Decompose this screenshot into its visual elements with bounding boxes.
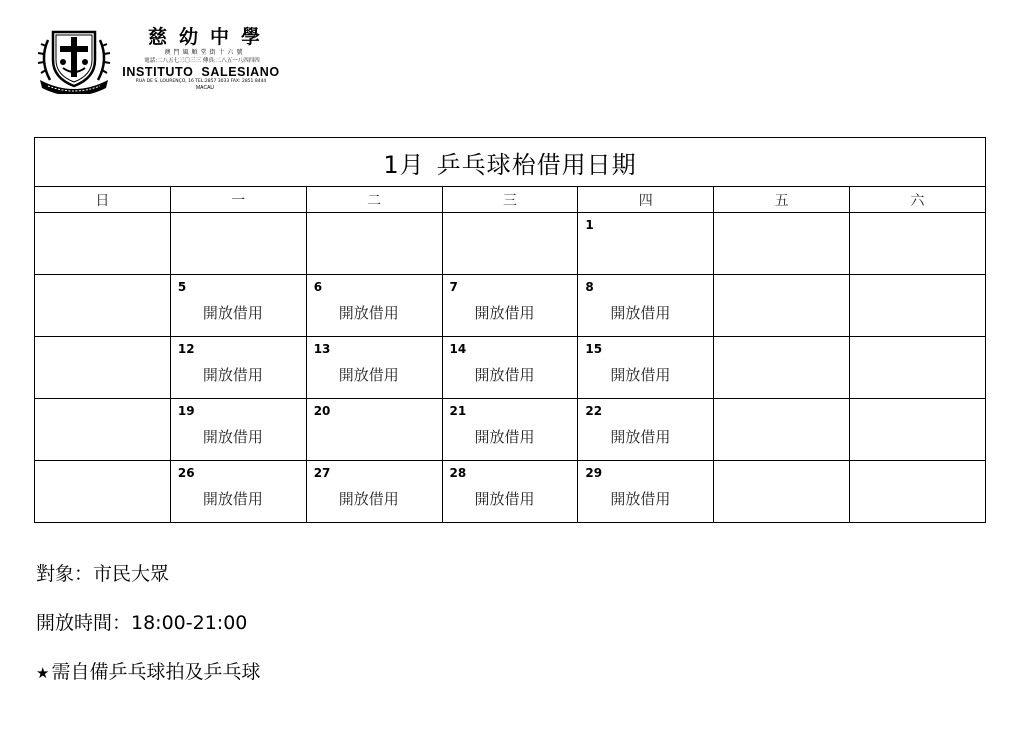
calendar-day-cell: [306, 213, 442, 275]
school-name-en: [114, 65, 296, 79]
school-crest-icon: [36, 26, 112, 94]
calendar-day-cell: [442, 337, 578, 399]
availability-note: 開放借用: [474, 428, 535, 446]
calendar-day-cell: [578, 399, 714, 461]
availability-note: 開放借用: [610, 304, 671, 322]
availability-note: 開放借用: [202, 490, 263, 508]
calendar-day-cell: [442, 213, 578, 275]
day-number: 26: [177, 466, 195, 480]
calendar-week-row: [35, 213, 986, 275]
availability-note: 開放借用: [338, 490, 399, 508]
day-number: 27: [313, 466, 331, 480]
school-name-en-part: SALESIANO: [201, 65, 280, 79]
availability-note: 開放借用: [610, 428, 671, 446]
calendar-day-cell: [35, 337, 171, 399]
calendar-day-cell: [442, 461, 578, 523]
calendar-day-cell: [306, 337, 442, 399]
calendar-day-cell: [850, 337, 986, 399]
calendar-week-row: [35, 275, 986, 337]
weekday-header: 二: [306, 187, 442, 213]
school-name-cn: 慈幼中學: [147, 26, 272, 48]
day-number: 14: [449, 342, 467, 356]
calendar-day-cell: [306, 275, 442, 337]
calendar-day-cell: [306, 461, 442, 523]
calendar-day-cell: [170, 461, 306, 523]
calendar-day-cell: [442, 275, 578, 337]
calendar-day-cell: [714, 461, 850, 523]
availability-note: 開放借用: [474, 366, 535, 384]
requirement-text: 需自備乒乓球拍及乒乓球: [51, 661, 261, 683]
availability-note: 開放借用: [474, 490, 535, 508]
day-number: 7: [449, 280, 458, 294]
calendar-day-cell: [714, 213, 850, 275]
availability-note: 開放借用: [338, 304, 399, 322]
weekday-header: 三: [442, 187, 578, 213]
calendar-day-cell: [35, 213, 171, 275]
requirement-note: [36, 659, 260, 685]
calendar-day-cell: [714, 399, 850, 461]
calendar-day-cell: [850, 399, 986, 461]
availability-note: 開放借用: [610, 490, 671, 508]
availability-note: 開放借用: [202, 304, 263, 322]
school-name-en-part: INSTITUTO: [122, 65, 194, 79]
availability-note: 開放借用: [202, 366, 263, 384]
calendar-day-cell: [578, 275, 714, 337]
calendar-day-cell: [35, 399, 171, 461]
calendar-week-row: [35, 337, 986, 399]
weekday-header: 一: [170, 187, 306, 213]
calendar-day-cell: [578, 213, 714, 275]
calendar-weeks: [35, 213, 986, 523]
calendar-week-row: [35, 399, 986, 461]
school-address-en: RUA DE S. LOURENÇO, 16 TEL:2857 3033 FAX: 2851 8444: [135, 79, 267, 84]
day-number: 13: [313, 342, 331, 356]
calendar-day-cell: [35, 461, 171, 523]
audience-note: 對象：市民大眾: [36, 563, 170, 585]
availability-note: 開放借用: [610, 366, 671, 384]
weekday-header-row: [35, 187, 986, 213]
day-number: 19: [177, 404, 195, 418]
day-number: 15: [585, 342, 603, 356]
calendar-title: [35, 138, 986, 187]
weekday-header: 六: [850, 187, 986, 213]
calendar-day-cell: [850, 461, 986, 523]
availability-note: 開放借用: [338, 366, 399, 384]
day-number: 12: [177, 342, 195, 356]
day-number: 1: [585, 218, 594, 232]
booking-notes: [36, 561, 260, 708]
booking-calendar: [34, 137, 986, 523]
day-number: 21: [449, 404, 467, 418]
day-number: 8: [585, 280, 594, 294]
calendar-day-cell: [578, 461, 714, 523]
day-number: 22: [585, 404, 603, 418]
calendar-day-cell: [170, 213, 306, 275]
calendar-day-cell: [170, 399, 306, 461]
calendar-day-cell: [578, 337, 714, 399]
availability-note: 開放借用: [474, 304, 535, 322]
weekday-header: 五: [714, 187, 850, 213]
availability-note: 開放借用: [202, 428, 263, 446]
day-number: 29: [585, 466, 603, 480]
calendar-day-cell: [850, 213, 986, 275]
day-number: 28: [449, 466, 467, 480]
calendar-day-cell: [442, 399, 578, 461]
calendar-week-row: [35, 461, 986, 523]
weekday-header: 四: [578, 187, 714, 213]
school-city-en: MACAU: [195, 85, 215, 91]
school-address-cn: 澳門風順堂街十六號: [164, 49, 246, 56]
school-info: [114, 26, 296, 92]
calendar-day-cell: [714, 337, 850, 399]
calendar-day-cell: [170, 337, 306, 399]
school-header: [36, 26, 296, 118]
star-icon: ★: [36, 664, 50, 682]
calendar-day-cell: [306, 399, 442, 461]
calendar-day-cell: [714, 275, 850, 337]
day-number: 6: [313, 280, 323, 294]
calendar-day-cell: [850, 275, 986, 337]
calendar-day-cell: [35, 275, 171, 337]
day-number: 5: [177, 280, 187, 294]
weekday-header: 日: [35, 187, 171, 213]
hours-note: 開放時間：18:00-21:00: [36, 612, 248, 634]
school-contact-cn: 電話:二八五七三〇三三 傳真:二八五一八四四四: [144, 58, 260, 64]
calendar-day-cell: [170, 275, 306, 337]
day-number: 20: [313, 404, 331, 418]
calendar-title-text: 乒乓球枱借用日期: [436, 150, 637, 179]
calendar-title-month: 1月: [383, 150, 425, 179]
